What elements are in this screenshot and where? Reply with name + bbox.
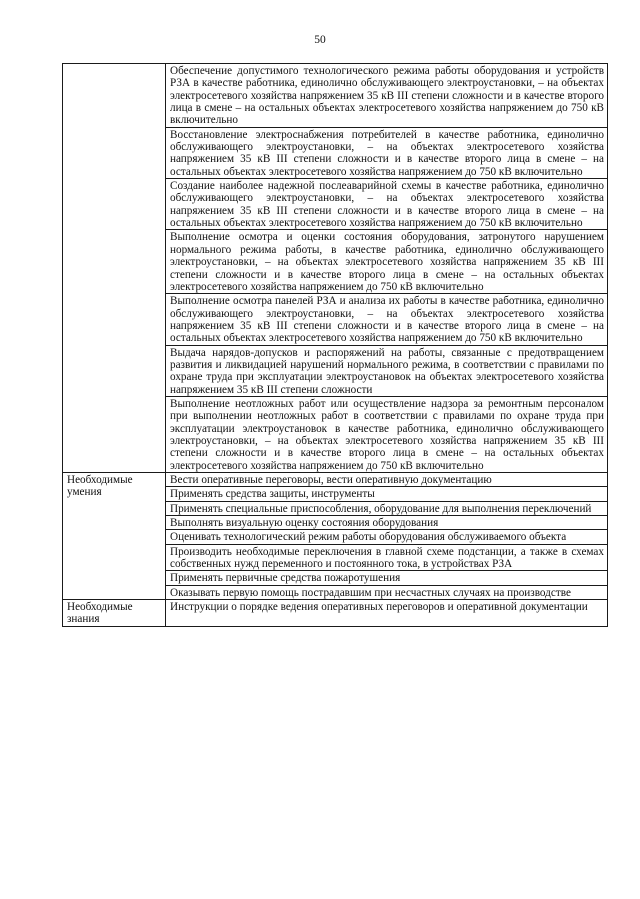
competency-table bbox=[62, 63, 608, 627]
skill-item: Оценивать технологический режим работы оборудования обслуживаемого объекта bbox=[166, 530, 608, 544]
page-number: 50 bbox=[314, 34, 326, 46]
skill-item: Вести оперативные переговоры, вести оперативную документацию bbox=[166, 473, 608, 487]
skill-item: Применять средства защиты, инструменты bbox=[166, 487, 608, 501]
action-item: Выполнение осмотра панелей РЗА и анализа их работы в качестве работника, единолично обслуживающего электроустановки, – на объектах электросетевого хозяйства напряжением 35 кВ III степени сложности и в качестве второго лица в смене – на остальных объектах электросетевого хозяйства напряжением до 750 кВ включительно bbox=[166, 294, 608, 345]
section-label-skills: Необходимые умения bbox=[63, 473, 166, 600]
table-row bbox=[63, 473, 608, 487]
table-row bbox=[63, 64, 608, 128]
skill-item: Производить необходимые переключения в главной схеме подстанции, а также в схемах собственных нужд переменного и постоянного тока, в устройствах РЗА bbox=[166, 544, 608, 571]
knowledge-item: Инструкции о порядке ведения оперативных переговоров и оперативной документации bbox=[166, 600, 608, 627]
action-item: Восстановление электроснабжения потребителей в качестве работника, единолично обслуживающего электроустановки, – на объектах электросетевого хозяйства напряжением 35 кВ III степени сложности и в качестве второго лица в смене – на остальных объектах электросетевого хозяйства напряжением до 750 кВ включительно bbox=[166, 127, 608, 178]
table-row bbox=[63, 600, 608, 627]
section-label-actions bbox=[63, 64, 166, 473]
skill-item: Применять специальные приспособления, оборудование для выполнения переключений bbox=[166, 501, 608, 515]
action-item: Обеспечение допустимого технологического режима работы оборудования и устройств РЗА в качестве работника, единолично обслуживающего электроустановки, – на объектах электросетевого хозяйства напряжением 35 кВ III степени сложности и в качестве второго лица в смене – на остальных объектах электросетевого хозяйства напряжением до 750 кВ включительно bbox=[166, 64, 608, 128]
action-item: Выполнение осмотра и оценки состояния оборудования, затронутого нарушением нормального режима работы, в качестве работника, единолично обслуживающего электроустановки, – на объектах электросетевого хозяйства напряжением 35 кВ III степени сложности и в качестве второго лица в смене – на остальных объектах электросетевого хозяйства напряжением до 750 кВ включительно bbox=[166, 230, 608, 294]
skill-item: Оказывать первую помощь пострадавшим при несчастных случаях на производстве bbox=[166, 585, 608, 599]
skill-item: Применять первичные средства пожаротушения bbox=[166, 571, 608, 585]
action-item: Выдача нарядов-допусков и распоряжений на работы, связанные с предотвращением развития и ликвидацией нарушений нормального режима, в соответствии с правилами по охране труда при эксплуатации электроустановок на объектах электросетевого хозяйства напряжением 35 кВ III степени сложности bbox=[166, 345, 608, 396]
action-item: Создание наиболее надежной послеаварийной схемы в качестве работника, единолично обслуживающего электроустановки, – на объектах электросетевого хозяйства напряжением 35 кВ III степени сложности и в качестве второго лица в смене – на остальных объектах электросетевого хозяйства напряжением до 750 кВ включительно bbox=[166, 179, 608, 230]
section-label-knowledge: Необходимые знания bbox=[63, 600, 166, 627]
action-item: Выполнение неотложных работ или осуществление надзора за ремонтным персоналом при выполнении неотложных работ в соответствии с правилами по охране труда при эксплуатации электроустановок в качестве работника, единолично обслуживающего электроустановки, – на объектах электросетевого хозяйства напряжением 35 кВ III степени сложности и в качестве второго лица в смене – на остальных объектах электросетевого хозяйства напряжением до 750 кВ включительно bbox=[166, 396, 608, 472]
skill-item: Выполнять визуальную оценку состояния оборудования bbox=[166, 516, 608, 530]
